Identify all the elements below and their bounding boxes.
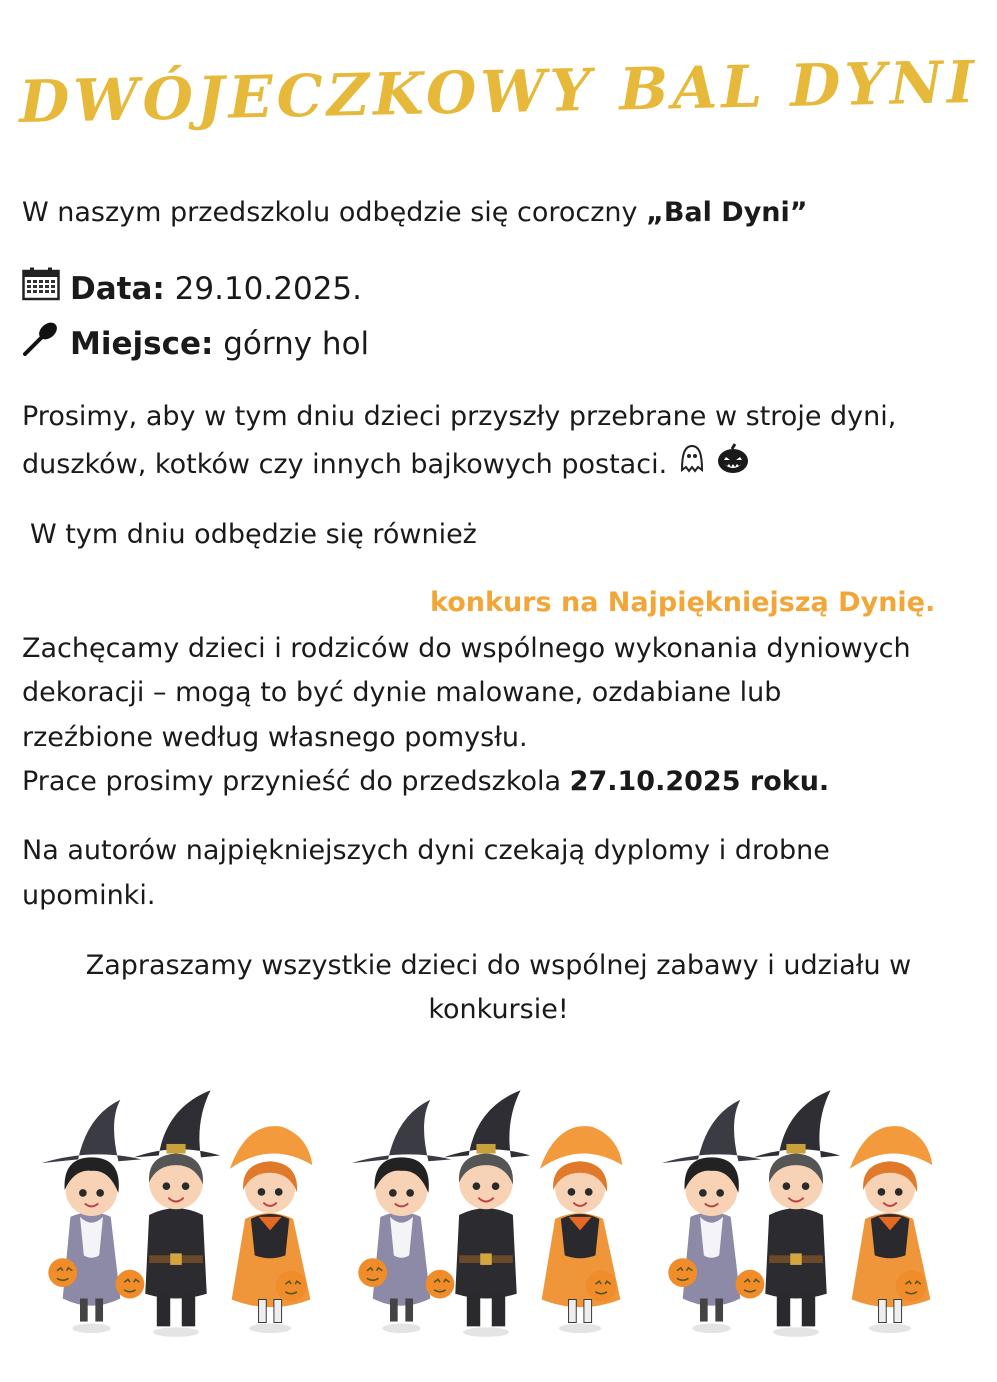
costume-line-2 (22, 442, 750, 489)
invite-line-2: konkursie! (428, 994, 569, 1025)
invite-line-1: Zapraszamy wszystkie dzieci do wspólnej zabawy i udziału w (85, 950, 912, 981)
intro-line (22, 190, 808, 236)
encourage-line-4 (22, 759, 829, 805)
place-line (22, 321, 369, 369)
also-line: W tym dniu odbędzie się również (30, 519, 477, 550)
ghost-icon (676, 450, 717, 481)
calendar-icon (22, 267, 60, 314)
date-value: 29.10.2025. (164, 271, 362, 307)
page-title: DWÓJECZKOWY BAL DYNI (18, 47, 979, 137)
witch-children-illustration (342, 1085, 630, 1345)
deadline-text: Prace prosimy przynieść do przedszkola (22, 766, 570, 797)
witch-children-illustration (652, 1085, 940, 1345)
encourage-line-3: rzeźbione według własnego pomysłu. (22, 722, 528, 753)
place-label: Miejsce: (70, 326, 214, 362)
awards-line-1: Na autorów najpiękniejszych dyni czekają dyplomy i drobne (22, 835, 830, 866)
encourage-line-2: dekoracji – mogą to być dynie malowane, ozdabiane lub (22, 677, 782, 708)
pushpin-icon (22, 322, 60, 369)
intro-text: W naszym przedszkolu odbędzie się coroczny (22, 197, 647, 228)
event-name: „Bal Dyni” (646, 197, 808, 228)
deadline-date: 27.10.2025 roku. (569, 766, 830, 797)
awards-line-2: upominki. (22, 880, 156, 911)
pumpkin-icon (716, 450, 750, 481)
place-value: górny hol (213, 326, 370, 362)
encourage-line-1: Zachęcamy dzieci i rodziców do wspólnego wykonania dyniowych (22, 633, 911, 664)
contest-title: konkurs na Najpiękniejszą Dynię. (430, 587, 936, 618)
date-label: Data: (70, 271, 165, 307)
witch-children-illustration (32, 1085, 320, 1345)
costume-line-1: Prosimy, aby w tym dniu dzieci przyszły przebrane w stroje dyni, (22, 401, 897, 432)
costume-text: duszków, kotków czy innych bajkowych postaci. (22, 449, 676, 480)
date-line (22, 266, 362, 314)
